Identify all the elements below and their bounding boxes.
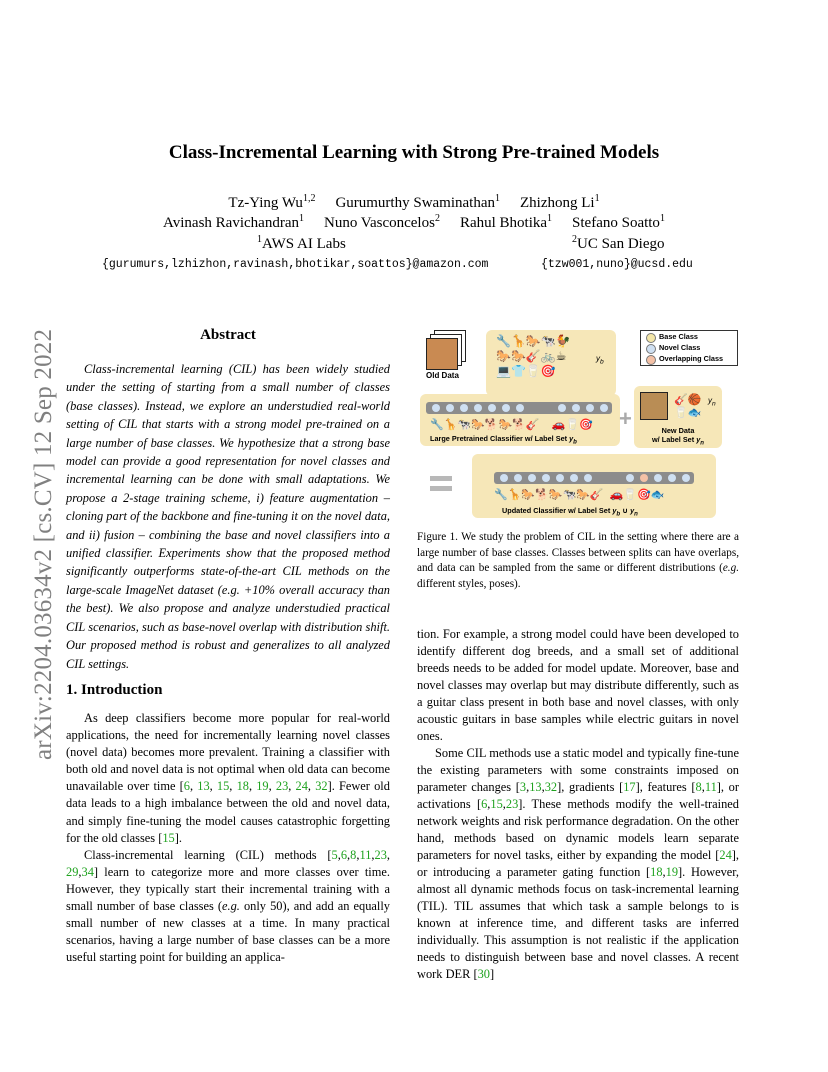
citation-link[interactable]: 11	[704, 780, 717, 794]
base-class-icons: 🔧🦒🐄🐎🐕🐎🐕🎸 🚗🥛🎯	[430, 419, 593, 431]
old-data-panel	[486, 330, 616, 396]
figure-caption: Figure 1. We study the problem of CIL in the setting where there are a large number of base classes. Classes between splits can have overlaps, and data can be sampled from the same or different distributions (e.g. different styles, poses).	[417, 531, 739, 590]
citation-link[interactable]: 18	[236, 779, 249, 794]
author-affiliation-mark: 1,2	[302, 193, 316, 204]
updated-class-icons: 🔧🦒🐎🐕🐎🐄🐎🎸 🚗🥛🎯🐟	[494, 489, 665, 501]
citation-link[interactable]: 6	[481, 797, 488, 811]
author-name: Nuno Vasconcelos$^2$	[323, 213, 440, 231]
citation-link[interactable]: 23	[505, 797, 519, 811]
author-name: Tz-Ying Wu$^{1,2}$	[228, 193, 316, 211]
legend-dot	[646, 333, 656, 343]
citation-link[interactable]: 8	[350, 847, 357, 862]
figure-1	[418, 326, 740, 522]
introduction-heading: 1. Introduction	[66, 682, 163, 698]
class-node	[474, 404, 482, 412]
class-node	[586, 404, 594, 412]
citation-link[interactable]: 5	[331, 847, 338, 862]
class-node	[542, 474, 550, 482]
affiliation-2	[572, 234, 665, 253]
equals-symbol	[430, 476, 452, 492]
pretrained-classifier-label: Large Pretrained Classifier w/ Label Set $y_b$	[430, 434, 577, 446]
arxiv-identifier: arXiv:2204.03634v2 [cs.CV] 12 Sep 2022	[30, 328, 57, 760]
author-affiliation-mark: 1	[547, 213, 553, 224]
author-name: Avinash Ravichandran$^1$	[163, 213, 304, 231]
old-data-label: Old Data	[426, 371, 459, 380]
legend-dot	[646, 344, 656, 354]
citation-link[interactable]: 23	[275, 779, 289, 794]
updated-classifier-bar	[494, 472, 694, 484]
legend-overlap: Overlapping Class	[641, 354, 737, 364]
old-data-image	[426, 338, 458, 370]
affiliation-name: AWS AI Labs	[262, 236, 346, 252]
citation-link[interactable]: 23	[374, 847, 387, 862]
old-class-icons: 🔧🦒🐎🐄🐓 🐎🐎🎸🚲☕ 💻👕🥛🎯	[496, 334, 571, 378]
abstract-text	[66, 360, 390, 673]
class-node	[558, 404, 566, 412]
class-node	[584, 474, 592, 482]
legend-dot	[646, 355, 656, 365]
citation-link[interactable]: 24	[295, 779, 308, 794]
overlap-class-node	[640, 474, 648, 482]
author-name: Gurumurthy Swaminathan$^1$	[335, 193, 500, 211]
plus-symbol: +	[619, 406, 632, 431]
intro-paragraph-1: As deep classifiers become more popular for real-world applications, the need for incrementally learning novel classes (novel data) becomes more prevalent. Training a classifier with both old and novel data is not optimal when old data can become unavailable over time [6, 13, 15, 18, 19, 23, 24, 32]. Fewer old data leads to a high imbalance between the old and novel data, and simply fine-tuning the model causes catastrophic forgetting for the old classes [15].	[66, 711, 390, 845]
citation-link[interactable]: 32	[315, 779, 328, 794]
novel-class-node	[668, 474, 676, 482]
citation-link[interactable]: 13	[197, 779, 210, 794]
citation-link[interactable]: 29	[66, 864, 79, 879]
citation-link[interactable]: 11	[359, 847, 372, 862]
updated-classifier-label: Updated Classifier w/ Label Set $y_b$ ∪ $y_n$	[502, 506, 638, 518]
citation-link[interactable]: 6	[340, 847, 348, 862]
class-node	[570, 474, 578, 482]
author-affiliation-mark: 1	[298, 213, 304, 224]
author-affiliation-mark: 2	[434, 213, 440, 224]
right-column-text	[417, 626, 739, 983]
author-name: Rahul Bhotika$^1$	[459, 213, 553, 231]
author-affiliation-mark: 1	[659, 213, 665, 224]
pretrained-classifier-panel	[420, 394, 620, 446]
citation-link[interactable]: 15	[162, 830, 175, 845]
affiliation-number: 2	[572, 234, 577, 245]
author-name: Zhizhong Li$^1$	[520, 193, 600, 211]
citation-link[interactable]: 13	[529, 780, 542, 794]
citation-link[interactable]: 19	[256, 779, 269, 794]
classifier-bar	[426, 402, 612, 414]
paper-title: Class-Incremental Learning with Strong Pre-trained Models	[168, 142, 660, 163]
citation-link[interactable]: 19	[665, 865, 679, 879]
authors-row-2	[0, 213, 828, 232]
new-data-label: New Data w/ Label Set $y_n$	[652, 426, 704, 447]
class-node	[572, 404, 580, 412]
right-paragraph-2: Some CIL methods use a static model and typically fine-tune the existing parameters with some constraints imposed on parameter changes [3,13,32], gradients [17], features [8,11], or activations [6,15,23]. These methods modify the well-trained network weights and risk performance degradation. On the other hand, methods based on dynamic models learn separate parameters for novel tasks, either by expanding the model [24], or introducing a parameter gating function [18,19]. However, almost all dynamic methods focus on task-incremental learning (TIL). TIL assumes that which task a sample belongs to is known at inference time, and different tasks are inferred individually. This assumption is not realistic if the application needs to distinguish between base and novel classes. A recent work DER [30]	[417, 746, 739, 981]
affiliation-name: UC San Diego	[577, 236, 665, 252]
citation-link[interactable]: 24	[719, 848, 732, 862]
intro-paragraph-2: Class-incremental learning (CIL) methods [5,6,8,11,23, 29,34] learn to categorize more and more classes over time. However, they typically start their incremental training with a small number of base classes (e.g. only 50), and add an equally small number of new classes at a time. In many practical scenarios, having a large number of base classes can be a more useful starting point for building an applica-	[66, 847, 390, 965]
class-node	[460, 404, 468, 412]
citation-link[interactable]: 15	[216, 779, 230, 794]
citation-link[interactable]: 32	[544, 780, 558, 794]
class-node	[432, 404, 440, 412]
affiliation-number: 1	[257, 234, 262, 245]
citation-link[interactable]: 15	[490, 797, 503, 811]
italic-text: e.g.	[222, 899, 240, 914]
novel-class-icons: 🎸🏀 🥛🐟	[674, 394, 702, 419]
class-node	[488, 404, 496, 412]
citation-link[interactable]: 18	[650, 865, 663, 879]
citation-link[interactable]: 17	[623, 780, 636, 794]
author-affiliation-mark: 1	[495, 193, 500, 204]
class-node	[514, 474, 522, 482]
author-affiliation-mark: 1	[594, 193, 600, 204]
new-data-image	[640, 392, 668, 420]
class-node	[502, 404, 510, 412]
legend-novel: Novel Class	[641, 343, 737, 353]
class-node	[446, 404, 454, 412]
figure-legend	[640, 330, 738, 366]
affiliation-1	[257, 234, 346, 253]
class-node	[600, 404, 608, 412]
label-set-yb: $y_b$	[596, 354, 604, 366]
citation-link[interactable]: 8	[695, 780, 702, 794]
email-ucsd: {tzw001,nuno}@ucsd.edu	[541, 258, 693, 271]
class-node	[500, 474, 508, 482]
italic-text: e.g.	[722, 562, 739, 575]
citation-link[interactable]: 30	[477, 967, 490, 981]
email-amazon: {gurumurs,lzhizhon,ravinash,bhotikar,soattos}@amazon.com	[102, 258, 489, 271]
label-set-yn: $y_n$	[708, 396, 716, 408]
author-name: Stefano Soatto$^1$	[572, 213, 665, 231]
authors-row-1	[0, 193, 828, 212]
novel-class-node	[654, 474, 662, 482]
citation-link[interactable]: 34	[81, 864, 94, 879]
class-node	[626, 474, 634, 482]
legend-base: Base Class	[641, 332, 737, 342]
abstract-paragraph: Class-incremental learning (CIL) has been widely studied under the setting of starting from a small number of classes (base classes). Instead, we explore an understudied real-world setting of CIL that starts with a strong model pre-trained on a large number of base classes. We hypothesize that a strong base model can provide a good representation for novel classes and incremental learning can be done with small adaptations. We propose a 2-stage training scheme, i) feature augmentation – cloning part of the backbone and fine-tuning it on the novel data, and ii) fusion – combining the base and novel classifiers into a unified classifier. Experiments show that the proposed method significantly outperforms state-of-the-art CIL methods on the large-scale ImageNet dataset (e.g. +10% overall accuracy than the best). We also propose and analyze understudied practical CIL scenarios, such as base-novel overlap with distribution shift. Our proposed method is robust and generalizes to all analyzed CIL settings.	[66, 362, 390, 671]
citation-link[interactable]: 6	[183, 779, 190, 794]
citation-link[interactable]: 3	[519, 780, 527, 794]
class-node	[556, 474, 564, 482]
abstract-heading: Abstract	[200, 327, 256, 343]
introduction-left-column	[66, 710, 390, 966]
class-node	[682, 474, 690, 482]
class-node	[516, 404, 524, 412]
right-paragraph-1: tion. For example, a strong model could have been developed to identify different dog breeds, and a small set of additional breeds needs to be added for model update. Moreover, base and novel classes may overlap but may distribute differently, such as a guitar class present in both base and novel classes, with only acoustic guitars in base samples while electric guitars in novel ones.	[417, 627, 739, 743]
class-node	[528, 474, 536, 482]
